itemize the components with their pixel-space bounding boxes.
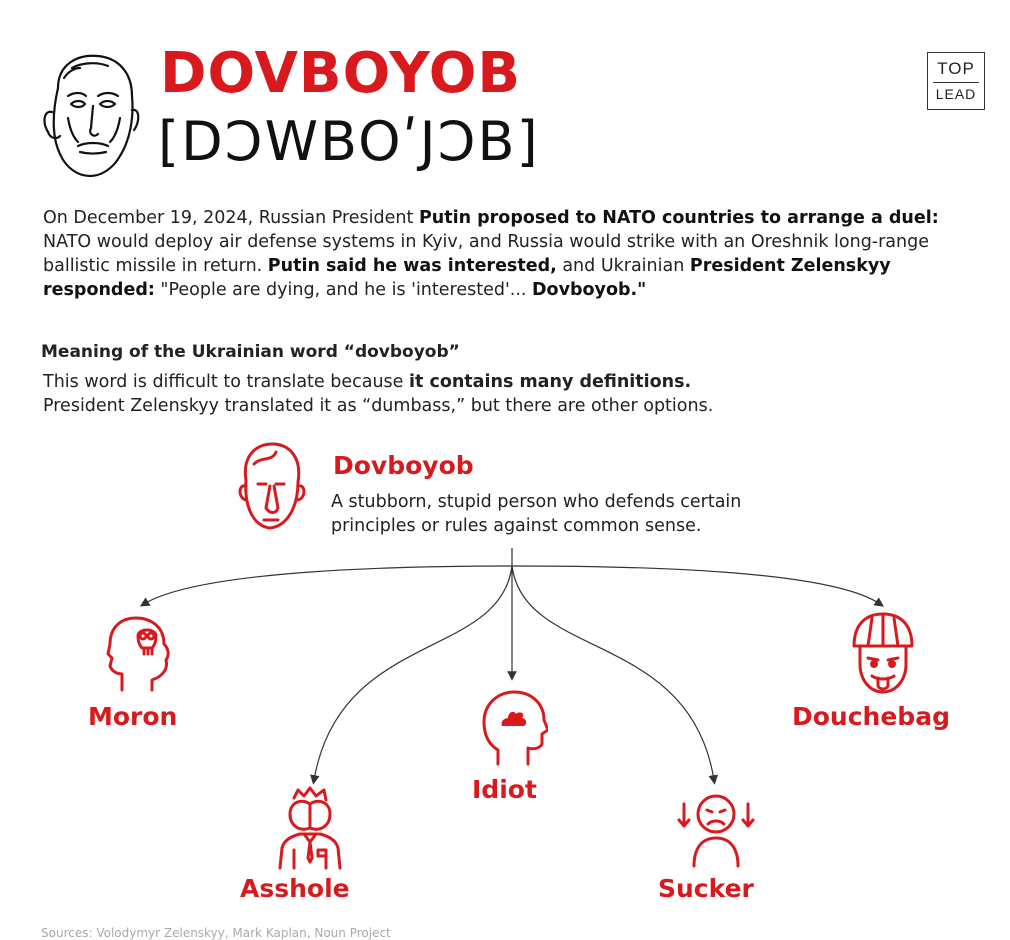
meaning-heading: Meaning of the Ukrainian word “dovboyob” — [41, 342, 460, 362]
intro-bold: Putin said he was interested, — [267, 256, 557, 276]
pronunciation: [DƆWBOʹJƆB] — [158, 110, 540, 173]
option-asshole: Asshole — [240, 874, 350, 903]
intro-text: and Ukrainian — [556, 256, 690, 276]
intro-text: NATO would deploy air defense systems in Kyiv, and Russia would strike with an Oreshnik long-range ballistic missile in return. — [43, 232, 929, 276]
option-sucker: Sucker — [658, 874, 754, 903]
line-to-moron — [144, 548, 512, 604]
option-douchebag: Douchebag — [792, 702, 950, 731]
meaning-bold: it contains many definitions. — [409, 372, 692, 392]
intro-text: "People are dying, and he is 'interested'... — [154, 280, 533, 300]
sucker-sad-face-icon — [676, 792, 756, 868]
meaning-text: President Zelenskyy translated it as “dumbass,” but there are other options. — [43, 396, 714, 416]
idiot-head-poop-icon — [480, 688, 548, 766]
option-idiot: Idiot — [472, 775, 537, 804]
douchebag-helmet-face-icon — [850, 612, 916, 694]
intro-bold: Dovboyob." — [532, 280, 647, 300]
moron-skull-head-icon — [104, 614, 172, 694]
page-title: DOVBOYOB — [160, 41, 522, 106]
intro-bold: Putin proposed to NATO countries to arrange a duel: — [418, 208, 939, 228]
meaning-text: This word is difficult to translate because — [43, 372, 409, 392]
asshole-butt-head-icon — [276, 786, 344, 870]
definition-term: Dovboyob — [333, 451, 474, 480]
line-to-douchebag — [512, 566, 880, 604]
logo-line2: LEAD — [935, 86, 977, 102]
intro-bold: President Zelenskyy responded: — [43, 256, 891, 300]
option-moron: Moron — [88, 702, 178, 731]
logo-line1: TOP — [937, 59, 975, 78]
intro-text: On December 19, 2024, Russian President — [43, 208, 419, 228]
sources-note: Sources: Volodymyr Zelenskyy, Mark Kaplan, Noun Project — [41, 926, 391, 940]
definition-text: A stubborn, stupid person who defends certain principles or rules against common sense. — [331, 492, 742, 536]
